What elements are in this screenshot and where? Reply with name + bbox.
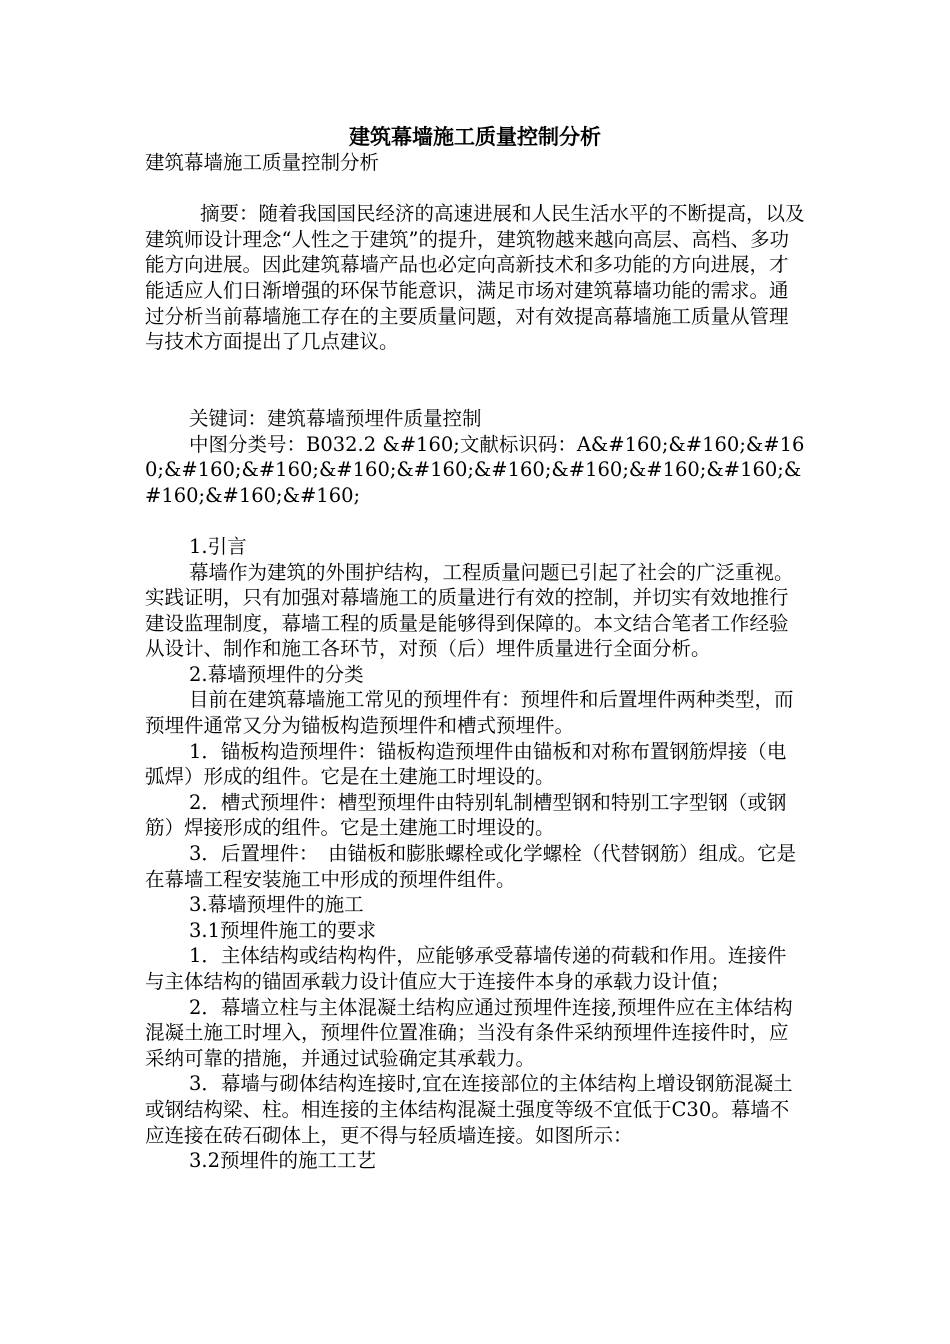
document-title: 建筑幕墙施工质量控制分析	[349, 125, 601, 149]
subsection-heading-requirements: 3.1预埋件施工的要求	[189, 918, 377, 942]
list-item-anchor-plate: 1．锚板构造预埋件：锚板构造预埋件由锚板和对称布置钢筋焊接（电弧焊）形成的组件。它是在土建施工时埋设的。	[145, 739, 787, 789]
keywords-line: 关键词：建筑幕墙预埋件质量控制	[189, 406, 482, 430]
blank-line	[145, 508, 805, 534]
blank-line	[145, 355, 805, 381]
requirement-item-3: 3．幕墙与砌体结构连接时,宜在连接部位的主体结构上增设钢筋混凝土或钢结构梁、柱。相连接的主体结构混凝土强度等级不宜低于C30。幕墙不应连接在砖石砌体上，更不得与轻质墙连接。如图所示：	[145, 1072, 793, 1147]
requirement-item-2: 2．幕墙立柱与主体混凝土结构应通过预埋件连接,预埋件应在主体结构混凝土施工时埋入，预埋件位置准确；当没有条件采纳预埋件连接件时，应采纳可靠的措施，并通过试验确定其承载力。	[145, 995, 793, 1070]
blank-line	[145, 176, 805, 202]
abstract-paragraph: 摘要：随着我国国民经济的高速进展和人民生活水平的不断提高，以及建筑师设计理念“人性之于建筑”的提升，建筑物越来越向高层、高档、多功能方向进展。因此建筑幕墙产品也必定向高新技术和多功能的方向进展，才能适应人们日渐增强的环保节能意识，满足市场对建筑幕墙功能的需求。通过分析当前幕墙施工存在的主要质量问题，对有效提高幕墙施工质量从管理与技术方面提出了几点建议。	[145, 202, 805, 354]
section-heading-introduction: 1.引言	[189, 534, 247, 558]
list-item-post-installed: 3．后置埋件： 由锚板和膨胀螺栓或化学螺栓（代替钢筋）组成。它是在幕墙工程安装施工中形成的预埋件组件。	[145, 842, 797, 891]
document-subtitle: 建筑幕墙施工质量控制分析	[145, 151, 380, 174]
paragraph-introduction: 幕墙作为建筑的外围护结构，工程质量问题已引起了社会的广泛重视。实践证明，只有加强对幕墙施工的质量进行有效的控制，并切实有效地推行建设监理制度，幕墙工程的质量是能够得到保障的。本文结合笔者工作经验从设计、制作和施工各环节，对预（后）埋件质量进行全面分析。	[145, 560, 794, 661]
requirement-item-1: 1．主体结构或结构构件，应能够承受幕墙传递的荷载和作用。连接件与主体结构的锚固承载力设计值应大于连接件本身的承载力设计值；	[145, 944, 787, 993]
section-heading-construction: 3.幕墙预埋件的施工	[189, 893, 364, 917]
blank-line	[145, 380, 805, 406]
subsection-heading-process: 3.2预埋件的施工工艺	[189, 1149, 377, 1173]
document-body	[145, 150, 805, 1174]
classification-line: 中图分类号：B032.2 &#160;文献标识码：A&#160;&#160;&#160;&#160;&#160;&#160;&#160;&#160;&#160;&#160;&#160;&#160;&#160;&#160;	[145, 432, 805, 507]
section-heading-classification: 2.幕墙预埋件的分类	[189, 662, 364, 686]
list-item-channel: 2．槽式预埋件：槽型预埋件由特别轧制槽型钢和特别工字型钢（或钢筋）焊接形成的组件。它是土建施工时埋设的。	[145, 790, 787, 840]
paragraph-types: 目前在建筑幕墙施工常见的预埋件有：预埋件和后置埋件两种类型，而预埋件通常又分为锚板构造预埋件和槽式预埋件。	[145, 688, 794, 738]
